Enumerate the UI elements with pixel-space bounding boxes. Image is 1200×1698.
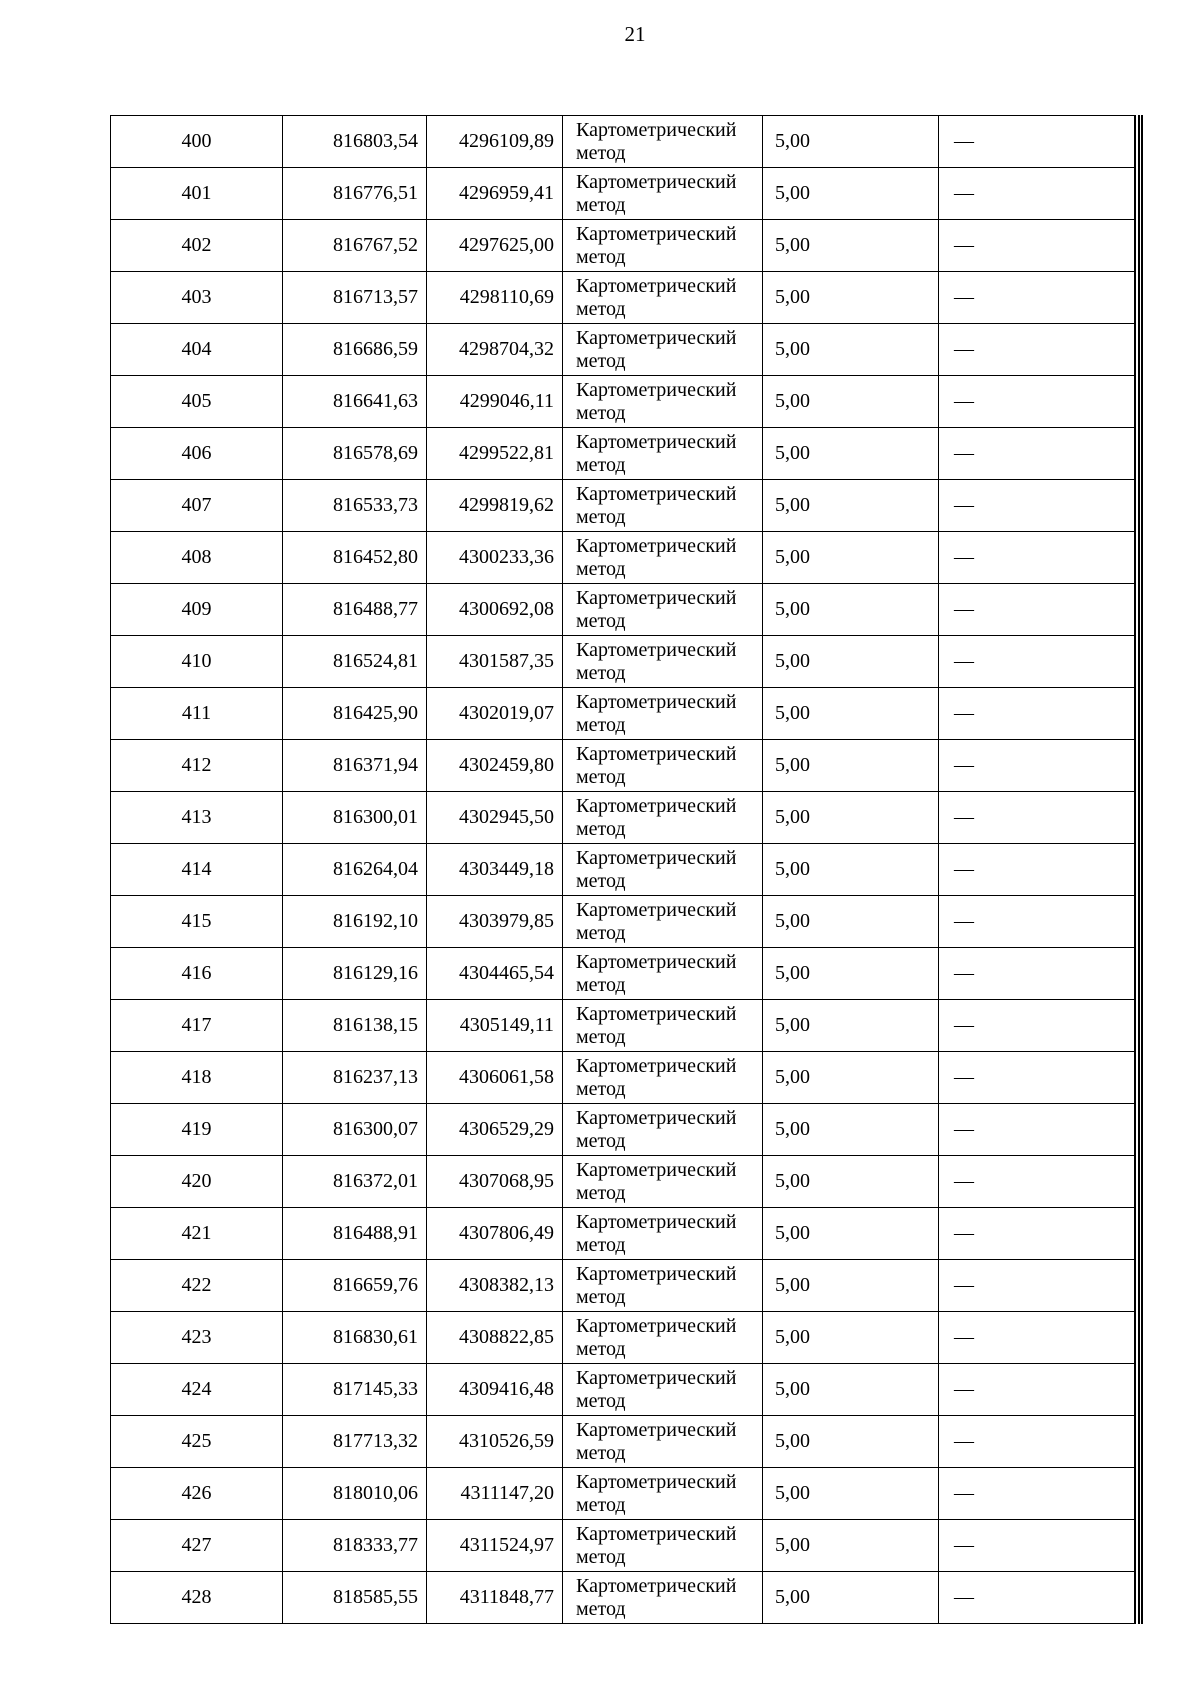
page-number: 21 <box>624 22 646 46</box>
method-line-2: метод <box>576 1181 626 1204</box>
note-cell: — <box>939 584 1135 636</box>
y-coordinate-cell: 4298110,69 <box>427 272 563 324</box>
table-row <box>111 1104 1135 1156</box>
method-cell <box>563 220 763 272</box>
method-line-1: Картометрический <box>576 898 737 921</box>
method-cell <box>563 272 763 324</box>
method-cell <box>563 480 763 532</box>
x-coordinate-cell: 816372,01 <box>283 1156 427 1208</box>
method-line-1: Картометрический <box>576 690 737 713</box>
note-cell: — <box>939 1000 1135 1052</box>
x-coordinate-cell: 816659,76 <box>283 1260 427 1312</box>
coordinates-table-body <box>111 116 1135 1624</box>
y-coordinate-cell: 4303449,18 <box>427 844 563 896</box>
y-coordinate-cell: 4307806,49 <box>427 1208 563 1260</box>
y-coordinate-cell: 4299819,62 <box>427 480 563 532</box>
y-coordinate-cell: 4309416,48 <box>427 1364 563 1416</box>
x-coordinate-cell: 816129,16 <box>283 948 427 1000</box>
accuracy-cell: 5,00 <box>763 792 939 844</box>
method-cell <box>563 1416 763 1468</box>
x-coordinate-cell: 816237,13 <box>283 1052 427 1104</box>
method-cell <box>563 1052 763 1104</box>
coordinates-table-wrapper <box>110 115 1135 1624</box>
y-coordinate-cell: 4305149,11 <box>427 1000 563 1052</box>
table-row <box>111 844 1135 896</box>
method-line-1: Картометрический <box>576 794 737 817</box>
method-cell <box>563 428 763 480</box>
table-right-border-line <box>1138 115 1140 1624</box>
point-number-cell: 418 <box>111 1052 283 1104</box>
table-row <box>111 740 1135 792</box>
accuracy-cell: 5,00 <box>763 1260 939 1312</box>
method-cell <box>563 688 763 740</box>
method-line-2: метод <box>576 1441 626 1464</box>
method-line-1: Картометрический <box>576 222 737 245</box>
method-line-2: метод <box>576 245 626 268</box>
note-cell: — <box>939 220 1135 272</box>
point-number-cell: 413 <box>111 792 283 844</box>
method-line-2: метод <box>576 609 626 632</box>
x-coordinate-cell: 816300,01 <box>283 792 427 844</box>
y-coordinate-cell: 4304465,54 <box>427 948 563 1000</box>
point-number-cell: 416 <box>111 948 283 1000</box>
method-line-1: Картометрический <box>576 170 737 193</box>
x-coordinate-cell: 816524,81 <box>283 636 427 688</box>
accuracy-cell: 5,00 <box>763 896 939 948</box>
point-number-cell: 428 <box>111 1572 283 1624</box>
method-line-1: Картометрический <box>576 742 737 765</box>
table-row <box>111 948 1135 1000</box>
method-cell <box>563 1156 763 1208</box>
point-number-cell: 425 <box>111 1416 283 1468</box>
accuracy-cell: 5,00 <box>763 1208 939 1260</box>
point-number-cell: 411 <box>111 688 283 740</box>
table-row <box>111 1052 1135 1104</box>
method-line-2: метод <box>576 193 626 216</box>
note-cell: — <box>939 948 1135 1000</box>
table-row <box>111 1260 1135 1312</box>
table-row <box>111 1416 1135 1468</box>
method-cell <box>563 584 763 636</box>
method-cell <box>563 740 763 792</box>
x-coordinate-cell: 818333,77 <box>283 1520 427 1572</box>
x-coordinate-cell: 816138,15 <box>283 1000 427 1052</box>
table-row <box>111 1000 1135 1052</box>
accuracy-cell: 5,00 <box>763 1052 939 1104</box>
y-coordinate-cell: 4300692,08 <box>427 584 563 636</box>
point-number-cell: 424 <box>111 1364 283 1416</box>
method-line-2: метод <box>576 141 626 164</box>
point-number-cell: 426 <box>111 1468 283 1520</box>
accuracy-cell: 5,00 <box>763 844 939 896</box>
method-line-2: метод <box>576 1077 626 1100</box>
y-coordinate-cell: 4303979,85 <box>427 896 563 948</box>
note-cell: — <box>939 376 1135 428</box>
note-cell: — <box>939 1364 1135 1416</box>
method-cell <box>563 1000 763 1052</box>
method-line-1: Картометрический <box>576 1522 737 1545</box>
y-coordinate-cell: 4300233,36 <box>427 532 563 584</box>
table-row <box>111 168 1135 220</box>
note-cell: — <box>939 1520 1135 1572</box>
table-row <box>111 1572 1135 1624</box>
coordinates-table <box>110 115 1135 1624</box>
point-number-cell: 414 <box>111 844 283 896</box>
method-line-1: Картометрический <box>576 638 737 661</box>
method-line-1: Картометрический <box>576 326 737 349</box>
method-line-2: метод <box>576 349 626 372</box>
method-cell <box>563 792 763 844</box>
method-line-1: Картометрический <box>576 1054 737 1077</box>
point-number-cell: 417 <box>111 1000 283 1052</box>
y-coordinate-cell: 4296959,41 <box>427 168 563 220</box>
accuracy-cell: 5,00 <box>763 428 939 480</box>
table-row <box>111 688 1135 740</box>
method-cell <box>563 948 763 1000</box>
point-number-cell: 402 <box>111 220 283 272</box>
y-coordinate-cell: 4310526,59 <box>427 1416 563 1468</box>
table-row <box>111 220 1135 272</box>
method-line-1: Картометрический <box>576 1262 737 1285</box>
method-line-2: метод <box>576 1337 626 1360</box>
accuracy-cell: 5,00 <box>763 168 939 220</box>
note-cell: — <box>939 168 1135 220</box>
accuracy-cell: 5,00 <box>763 376 939 428</box>
note-cell: — <box>939 1416 1135 1468</box>
x-coordinate-cell: 816767,52 <box>283 220 427 272</box>
method-line-1: Картометрический <box>576 274 737 297</box>
accuracy-cell: 5,00 <box>763 220 939 272</box>
note-cell: — <box>939 428 1135 480</box>
x-coordinate-cell: 816533,73 <box>283 480 427 532</box>
point-number-cell: 410 <box>111 636 283 688</box>
note-cell: — <box>939 480 1135 532</box>
x-coordinate-cell: 816488,91 <box>283 1208 427 1260</box>
table-row <box>111 324 1135 376</box>
method-line-1: Картометрический <box>576 482 737 505</box>
method-line-1: Картометрический <box>576 1366 737 1389</box>
accuracy-cell: 5,00 <box>763 1312 939 1364</box>
method-line-2: метод <box>576 1025 626 1048</box>
point-number-cell: 400 <box>111 116 283 168</box>
note-cell: — <box>939 1468 1135 1520</box>
method-cell <box>563 1208 763 1260</box>
method-line-2: метод <box>576 1597 626 1620</box>
method-line-2: метод <box>576 973 626 996</box>
point-number-cell: 403 <box>111 272 283 324</box>
accuracy-cell: 5,00 <box>763 1520 939 1572</box>
y-coordinate-cell: 4308822,85 <box>427 1312 563 1364</box>
method-line-1: Картометрический <box>576 1314 737 1337</box>
method-cell <box>563 324 763 376</box>
method-cell <box>563 1468 763 1520</box>
table-row <box>111 792 1135 844</box>
note-cell: — <box>939 1104 1135 1156</box>
method-line-2: метод <box>576 297 626 320</box>
point-number-cell: 408 <box>111 532 283 584</box>
point-number-cell: 422 <box>111 1260 283 1312</box>
note-cell: — <box>939 324 1135 376</box>
table-right-border-line <box>1141 115 1143 1624</box>
method-cell <box>563 116 763 168</box>
method-line-2: метод <box>576 1389 626 1412</box>
table-row <box>111 532 1135 584</box>
accuracy-cell: 5,00 <box>763 116 939 168</box>
method-line-2: метод <box>576 453 626 476</box>
x-coordinate-cell: 816803,54 <box>283 116 427 168</box>
accuracy-cell: 5,00 <box>763 1468 939 1520</box>
method-line-2: метод <box>576 713 626 736</box>
table-row <box>111 1468 1135 1520</box>
method-cell <box>563 1260 763 1312</box>
accuracy-cell: 5,00 <box>763 688 939 740</box>
method-line-1: Картометрический <box>576 430 737 453</box>
point-number-cell: 412 <box>111 740 283 792</box>
accuracy-cell: 5,00 <box>763 740 939 792</box>
method-cell <box>563 376 763 428</box>
method-line-1: Картометрический <box>576 1106 737 1129</box>
method-line-1: Картометрический <box>576 378 737 401</box>
method-line-2: метод <box>576 1233 626 1256</box>
table-row <box>111 1364 1135 1416</box>
point-number-cell: 404 <box>111 324 283 376</box>
note-cell: — <box>939 896 1135 948</box>
note-cell: — <box>939 636 1135 688</box>
y-coordinate-cell: 4311524,97 <box>427 1520 563 1572</box>
note-cell: — <box>939 740 1135 792</box>
y-coordinate-cell: 4308382,13 <box>427 1260 563 1312</box>
method-line-1: Картометрический <box>576 1002 737 1025</box>
x-coordinate-cell: 817145,33 <box>283 1364 427 1416</box>
x-coordinate-cell: 816371,94 <box>283 740 427 792</box>
accuracy-cell: 5,00 <box>763 584 939 636</box>
point-number-cell: 423 <box>111 1312 283 1364</box>
method-line-1: Картометрический <box>576 1574 737 1597</box>
y-coordinate-cell: 4311147,20 <box>427 1468 563 1520</box>
y-coordinate-cell: 4307068,95 <box>427 1156 563 1208</box>
method-line-1: Картометрический <box>576 1158 737 1181</box>
y-coordinate-cell: 4306529,29 <box>427 1104 563 1156</box>
method-line-1: Картометрический <box>576 1418 737 1441</box>
method-line-2: метод <box>576 1129 626 1152</box>
x-coordinate-cell: 816776,51 <box>283 168 427 220</box>
accuracy-cell: 5,00 <box>763 1104 939 1156</box>
note-cell: — <box>939 1208 1135 1260</box>
table-row <box>111 116 1135 168</box>
method-cell <box>563 532 763 584</box>
point-number-cell: 415 <box>111 896 283 948</box>
method-cell <box>563 168 763 220</box>
x-coordinate-cell: 816300,07 <box>283 1104 427 1156</box>
table-row <box>111 480 1135 532</box>
note-cell: — <box>939 844 1135 896</box>
point-number-cell: 419 <box>111 1104 283 1156</box>
method-line-2: метод <box>576 1493 626 1516</box>
table-right-border-line <box>1134 115 1136 1624</box>
accuracy-cell: 5,00 <box>763 1416 939 1468</box>
accuracy-cell: 5,00 <box>763 324 939 376</box>
method-cell <box>563 1572 763 1624</box>
x-coordinate-cell: 816713,57 <box>283 272 427 324</box>
note-cell: — <box>939 1156 1135 1208</box>
table-row <box>111 1520 1135 1572</box>
method-cell <box>563 1364 763 1416</box>
x-coordinate-cell: 816686,59 <box>283 324 427 376</box>
y-coordinate-cell: 4297625,00 <box>427 220 563 272</box>
x-coordinate-cell: 818010,06 <box>283 1468 427 1520</box>
note-cell: — <box>939 1312 1135 1364</box>
x-coordinate-cell: 816452,80 <box>283 532 427 584</box>
accuracy-cell: 5,00 <box>763 272 939 324</box>
method-cell <box>563 844 763 896</box>
accuracy-cell: 5,00 <box>763 948 939 1000</box>
point-number-cell: 406 <box>111 428 283 480</box>
table-row <box>111 428 1135 480</box>
point-number-cell: 420 <box>111 1156 283 1208</box>
x-coordinate-cell: 816641,63 <box>283 376 427 428</box>
method-line-2: метод <box>576 505 626 528</box>
x-coordinate-cell: 816425,90 <box>283 688 427 740</box>
note-cell: — <box>939 116 1135 168</box>
x-coordinate-cell: 816578,69 <box>283 428 427 480</box>
method-line-1: Картометрический <box>576 950 737 973</box>
x-coordinate-cell: 816192,10 <box>283 896 427 948</box>
method-line-1: Картометрический <box>576 586 737 609</box>
method-cell <box>563 636 763 688</box>
method-line-1: Картометрический <box>576 1470 737 1493</box>
accuracy-cell: 5,00 <box>763 1000 939 1052</box>
point-number-cell: 401 <box>111 168 283 220</box>
accuracy-cell: 5,00 <box>763 1364 939 1416</box>
y-coordinate-cell: 4299522,81 <box>427 428 563 480</box>
point-number-cell: 405 <box>111 376 283 428</box>
y-coordinate-cell: 4296109,89 <box>427 116 563 168</box>
method-line-1: Картометрический <box>576 118 737 141</box>
y-coordinate-cell: 4306061,58 <box>427 1052 563 1104</box>
y-coordinate-cell: 4311848,77 <box>427 1572 563 1624</box>
x-coordinate-cell: 816830,61 <box>283 1312 427 1364</box>
y-coordinate-cell: 4301587,35 <box>427 636 563 688</box>
note-cell: — <box>939 792 1135 844</box>
x-coordinate-cell: 817713,32 <box>283 1416 427 1468</box>
method-line-2: метод <box>576 869 626 892</box>
note-cell: — <box>939 272 1135 324</box>
method-line-2: метод <box>576 921 626 944</box>
point-number-cell: 409 <box>111 584 283 636</box>
method-line-1: Картометрический <box>576 846 737 869</box>
accuracy-cell: 5,00 <box>763 1572 939 1624</box>
table-row <box>111 896 1135 948</box>
table-row <box>111 636 1135 688</box>
point-number-cell: 407 <box>111 480 283 532</box>
note-cell: — <box>939 1052 1135 1104</box>
method-cell <box>563 896 763 948</box>
y-coordinate-cell: 4298704,32 <box>427 324 563 376</box>
table-row <box>111 1156 1135 1208</box>
table-row <box>111 1312 1135 1364</box>
method-cell <box>563 1104 763 1156</box>
note-cell: — <box>939 1572 1135 1624</box>
point-number-cell: 421 <box>111 1208 283 1260</box>
method-line-2: метод <box>576 1545 626 1568</box>
y-coordinate-cell: 4299046,11 <box>427 376 563 428</box>
accuracy-cell: 5,00 <box>763 480 939 532</box>
method-line-2: метод <box>576 817 626 840</box>
note-cell: — <box>939 1260 1135 1312</box>
y-coordinate-cell: 4302019,07 <box>427 688 563 740</box>
table-row <box>111 272 1135 324</box>
accuracy-cell: 5,00 <box>763 532 939 584</box>
x-coordinate-cell: 818585,55 <box>283 1572 427 1624</box>
accuracy-cell: 5,00 <box>763 1156 939 1208</box>
method-line-1: Картометрический <box>576 534 737 557</box>
method-cell <box>563 1520 763 1572</box>
table-row <box>111 376 1135 428</box>
method-line-2: метод <box>576 765 626 788</box>
method-line-2: метод <box>576 557 626 580</box>
method-line-1: Картометрический <box>576 1210 737 1233</box>
method-cell <box>563 1312 763 1364</box>
accuracy-cell: 5,00 <box>763 636 939 688</box>
y-coordinate-cell: 4302945,50 <box>427 792 563 844</box>
table-row <box>111 584 1135 636</box>
method-line-2: метод <box>576 661 626 684</box>
note-cell: — <box>939 688 1135 740</box>
table-row <box>111 1208 1135 1260</box>
method-line-2: метод <box>576 401 626 424</box>
y-coordinate-cell: 4302459,80 <box>427 740 563 792</box>
x-coordinate-cell: 816488,77 <box>283 584 427 636</box>
point-number-cell: 427 <box>111 1520 283 1572</box>
x-coordinate-cell: 816264,04 <box>283 844 427 896</box>
method-line-2: метод <box>576 1285 626 1308</box>
note-cell: — <box>939 532 1135 584</box>
